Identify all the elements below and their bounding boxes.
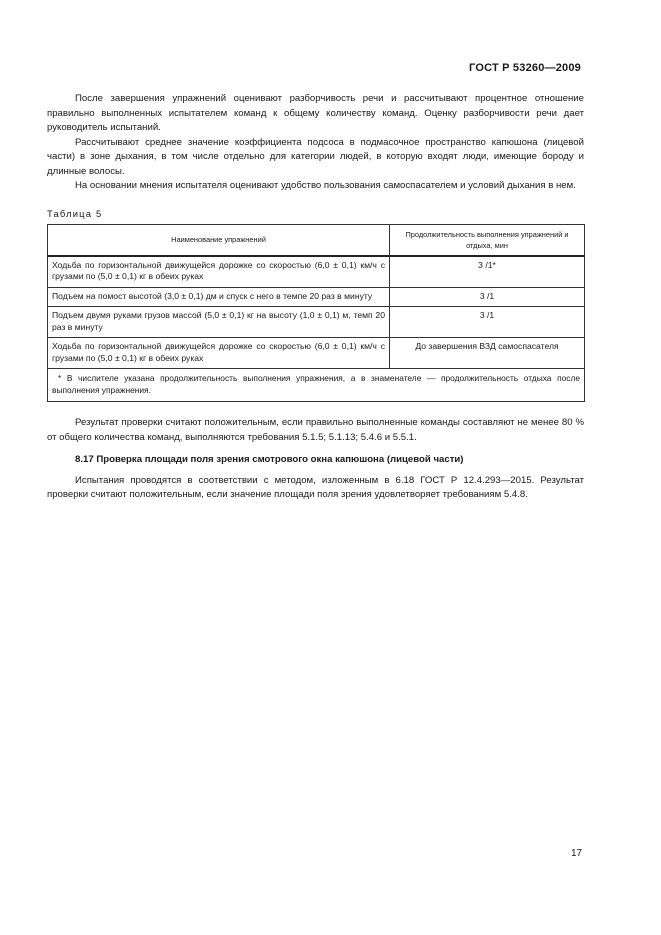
exercise-name-cell: Подъем на помост высотой (3,0 ± 0,1) дм и спуск с него в темпе 20 раз в минуту bbox=[48, 287, 390, 307]
page-content bbox=[47, 92, 584, 503]
duration-cell: 3 /1* bbox=[390, 256, 585, 288]
section-text: Испытания проводятся в соответствии с методом, изложенным в 6.18 ГОСТ Р 12.4.293—2015. Результат проверки считают положительным, если значение площади поля зрения удовлетворяет требованиям 5.4.8. bbox=[47, 474, 584, 500]
paragraph-leakage-coefficient: Рассчитывают среднее значение коэффициента подсоса в подмасочное пространство капюшона (лицевой части) в зоне дыхания, в том числе отдельно для категории людей, в которую входят люди, имеющие бороду и длинные волосы. bbox=[47, 136, 584, 177]
exercise-name-cell: Подъем двумя руками грузов массой (5,0 ± 0,1) кг на высоту (1,0 ± 0,1) м, темп 20 раз в минуту bbox=[48, 307, 390, 338]
column-header-duration: Продолжительность выполнения упражнений и отдыха, мин bbox=[390, 224, 585, 256]
exercise-table bbox=[47, 224, 585, 403]
duration-cell: До завершения ВЗД самоспасателя bbox=[390, 338, 585, 369]
table-footnote-row bbox=[48, 369, 585, 402]
table-header-row bbox=[48, 224, 585, 256]
table-caption: Таблица 5 bbox=[47, 207, 103, 219]
paragraph-result: Результат проверки считают положительным, если правильно выполненные команды составляют не менее 80 % от общего количества команд, выполняются требования 5.1.5; 5.1.13; 5.4.6 и 5.5.1. bbox=[47, 417, 584, 443]
exercise-name-cell: Ходьба по горизонтальной движущейся дорожке со скоростью (6,0 ± 0,1) км/ч с грузами по (5,0 ± 0,1) кг в обеих руках bbox=[48, 256, 390, 288]
table-row bbox=[48, 338, 585, 369]
table-row bbox=[48, 307, 585, 338]
duration-cell: 3 /1 bbox=[390, 287, 585, 307]
duration-cell: 3 /1 bbox=[390, 307, 585, 338]
paragraph-comfort-assessment: На основании мнения испытателя оценивают удобство пользования самоспасателем и условий дыхания в нем. bbox=[75, 180, 576, 191]
table-row bbox=[48, 256, 585, 288]
page-number: 17 bbox=[571, 848, 583, 859]
document-code: ГОСТ Р 53260—2009 bbox=[469, 62, 581, 74]
paragraph-speech-intelligibility: После завершения упражнений оценивают разборчивость речи и рассчитывают процентное отношение правильно выполненных испытателем команд к общему количеству команд. Оценку разборчивости речи дает руководитель испытаний. bbox=[47, 93, 584, 133]
table-footnote: * В числителе указана продолжительность выполнения упражнения, а в знаменателе — продолжительность отдыха после выполнения упражнения. bbox=[48, 369, 585, 402]
section-heading: 8.17 Проверка площади поля зрения смотрового окна капюшона (лицевой части) bbox=[75, 454, 464, 465]
exercise-name-cell: Ходьба по горизонтальной движущейся дорожке со скоростью (6,0 ± 0,1) км/ч с грузами по (5,0 ± 0,1) кг в обеих руках bbox=[48, 338, 390, 369]
column-header-exercise: Наименование упражнений bbox=[48, 224, 390, 256]
table-row bbox=[48, 287, 585, 307]
